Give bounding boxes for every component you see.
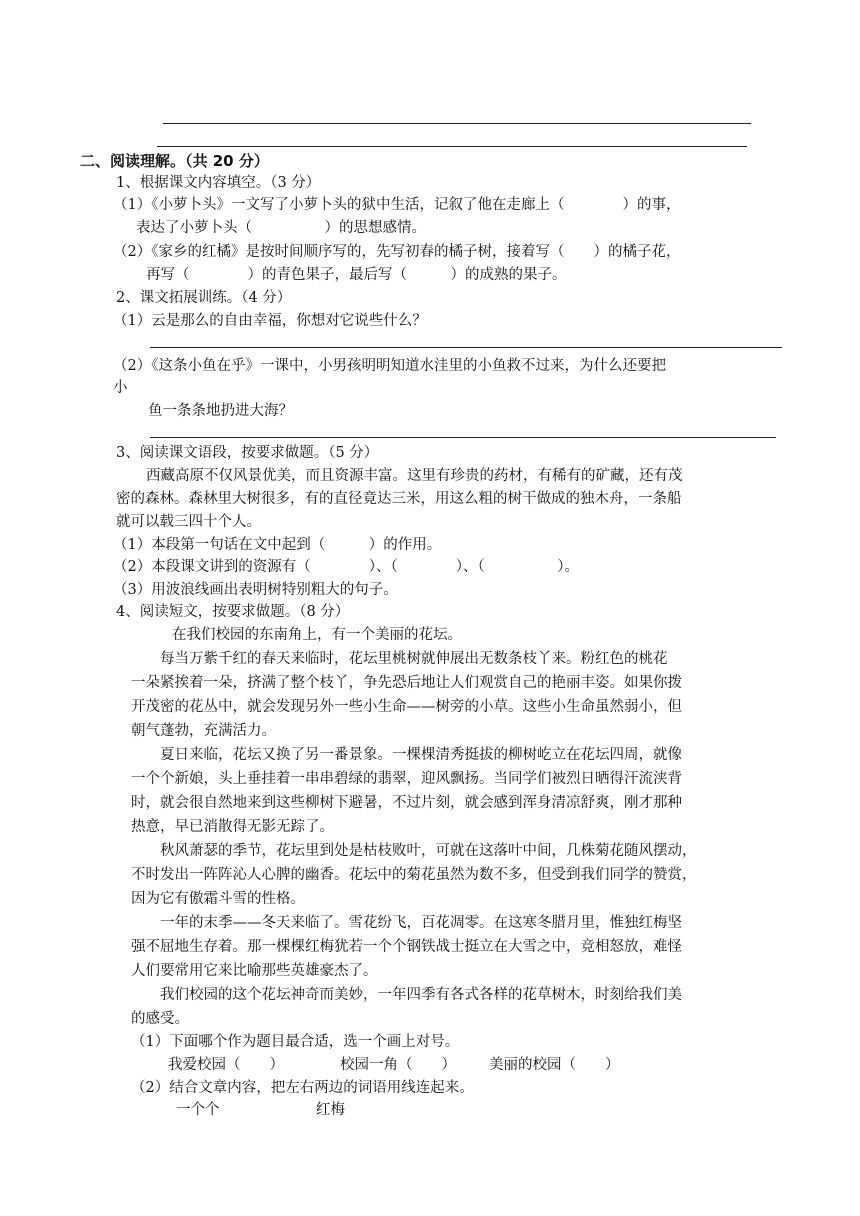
passage-line: 就可以载三四十个人。 bbox=[116, 514, 261, 530]
passage-line: 一朵紧挨着一朵，挤满了整个枝丫，争先恐后地让人们观赏自己的艳丽丰姿。如果你拨 bbox=[131, 675, 682, 691]
passage-line: 西藏高原不仅风景优美，而且资源丰富。这里有珍贵的药材，有稀有的矿藏，还有茂 bbox=[146, 468, 683, 484]
passage-line: 不时发出一阵阵沁人心脾的幽香。花坛中的菊花虽然为数不多，但受到我们同学的赞赏， bbox=[131, 867, 697, 883]
title-option[interactable]: 美丽的校园（ ） bbox=[489, 1057, 620, 1073]
passage-line: 热意，早已消散得无影无踪了。 bbox=[131, 819, 334, 835]
passage-line: 我们校园的这个花坛神奇而美妙，一年四季有各式各样的花草树木，时刻给我们美 bbox=[160, 987, 682, 1003]
passage-line: 夏日来临，花坛又换了另一番景象。一棵棵清秀挺拔的柳树屹立在花坛四周，就像 bbox=[160, 747, 682, 763]
question-4-sub: （2）结合文章内容，把左右两边的词语用线连起来。 bbox=[131, 1080, 474, 1096]
answer-line bbox=[150, 437, 776, 438]
question-2-line: （2）《这条小鱼在乎》一课中，小男孩明明知道水洼里的小鱼救不过来，为什么还要把 bbox=[113, 358, 666, 374]
passage-line: 强不屈地生存着。那一棵棵红梅犹若一个个钢铁战士挺立在大雪之中，竞相怒放，难怪 bbox=[131, 939, 682, 955]
match-right-word[interactable]: 红梅 bbox=[316, 1102, 345, 1118]
passage-line: 人们要常用它来比喻那些英雄豪杰了。 bbox=[131, 963, 378, 979]
question-3-sub: （2）本段课文讲到的资源有（ ）、（ ）、（ ）。 bbox=[113, 559, 579, 575]
passage-line: 朝气蓬勃，充满活力。 bbox=[131, 723, 276, 739]
question-2-line: 小 bbox=[113, 380, 128, 396]
title-option[interactable]: 我爱校园（ ） bbox=[168, 1057, 284, 1073]
match-left-word[interactable]: 一个个 bbox=[176, 1102, 220, 1118]
section-heading: 二、阅读理解。（共 20 分） bbox=[80, 152, 269, 170]
question-1-title: 1、根据课文内容填空。（3 分） bbox=[116, 175, 321, 191]
question-1-line: 再写（ ）的青色果子，最后写（ ）的成熟的果子。 bbox=[146, 267, 567, 283]
passage-line: 因为它有傲霜斗雪的性格。 bbox=[131, 891, 305, 907]
question-4-title: 4、阅读短文，按要求做题。（8 分） bbox=[116, 604, 350, 620]
passage-line: 每当万紫千红的春天来临时，花坛里桃树就伸展出无数条枝丫来。粉红色的桃花 bbox=[160, 651, 668, 667]
passage-line: 一年的末季——冬天来临了。雪花纷飞，百花凋零。在这寒冬腊月里，惟独红梅坚 bbox=[160, 915, 682, 931]
passage-line: 秋风萧瑟的季节，花坛里到处是枯枝败叶，可就在这落叶中间，几株菊花随风摆动， bbox=[160, 843, 697, 859]
passage-line: 的感受。 bbox=[131, 1011, 189, 1027]
question-3-sub: （3）用波浪线画出表明树特别粗大的句子。 bbox=[113, 582, 398, 598]
question-3-title: 3、阅读课文语段，按要求做题。（5 分） bbox=[116, 445, 379, 461]
question-2-line: 鱼一条条地扔进大海？ bbox=[148, 403, 293, 419]
question-1-line: （1）《小萝卜头》一文写了小萝卜头的狱中生活，记叙了他在走廊上（ ）的事， bbox=[113, 197, 681, 213]
title-option[interactable]: 校园一角（ ） bbox=[340, 1057, 456, 1073]
passage-line: 时，就会很自然地来到这些柳树下避暑，不过片刻，就会感到浑身清凉舒爽，刚才那种 bbox=[131, 795, 682, 811]
question-1-line: （2）《家乡的红橘》是按时间顺序写的，先写初春的橘子树，接着写（ ）的橘子花， bbox=[113, 244, 681, 260]
question-1-line: 表达了小萝卜头（ ）的思想感情。 bbox=[136, 220, 426, 236]
question-4-sub: （1）下面哪个作为题目最合适，选一个画上对号。 bbox=[131, 1034, 460, 1050]
passage-line: 开茂密的花丛中，就会发现另外一些小生命——树旁的小草。这些小生命虽然弱小，但 bbox=[131, 699, 682, 715]
passage-line: 在我们校园的东南角上，有一个美丽的花坛。 bbox=[172, 627, 462, 643]
question-2-line: （1）云是那么的自由幸福，你想对它说些什么？ bbox=[113, 313, 427, 329]
passage-line: 一个个新娘，头上垂挂着一串串碧绿的翡翠，迎风飘扬。当同学们被烈日晒得汗流浃背 bbox=[131, 771, 682, 787]
answer-line bbox=[157, 146, 747, 147]
question-3-sub: （1）本段第一句话在文中起到（ ）的作用。 bbox=[113, 537, 442, 553]
answer-line bbox=[163, 123, 751, 124]
passage-line: 密的森林。森林里大树很多，有的直径竟达三米，用这么粗的树干做成的独木舟，一条船 bbox=[116, 491, 682, 507]
question-2-title: 2、课文拓展训练。（4 分） bbox=[116, 290, 292, 306]
answer-line bbox=[150, 347, 782, 348]
